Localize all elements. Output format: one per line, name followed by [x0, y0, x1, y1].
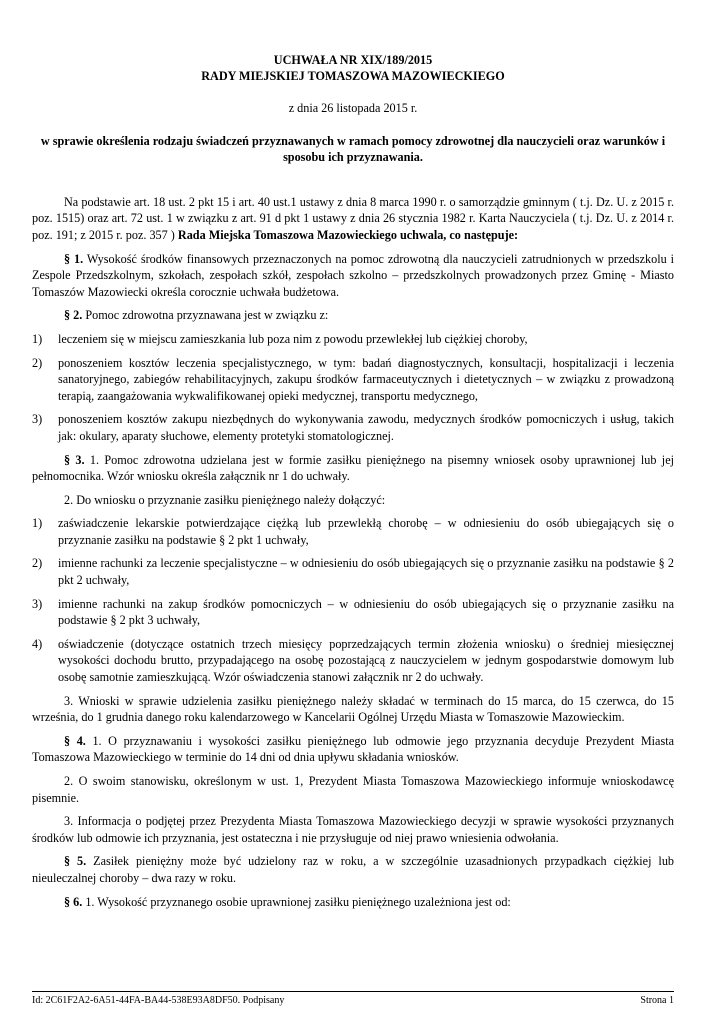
- list-text: imienne rachunki na zakup środków pomocniczych – w odniesieniu do osób ubiegających się o przyznanie zasiłku na podstawie § 2 pkt 3 uchwały,: [58, 596, 674, 628]
- section-text: 1. O przyznawaniu i wysokości zasiłku pieniężnego lub odmowie jego przyznania decyduje Prezydent Miasta Tomaszowa Mazowieckiego w terminie do 14 dni od dnia upływu składania wniosków.: [32, 733, 675, 765]
- title-line-1: UCHWAŁA NR XIX/189/2015: [273, 53, 433, 67]
- document-page: [32, 52, 674, 910]
- section-2: [32, 307, 674, 324]
- section-text: Wysokość środków finansowych przeznaczonych na pomoc zdrowotną dla nauczycieli zatrudnionych w przedszkolu i Zespole Przedszkolnym, szkołach, zespołach szkół, zespołach szkolno – przedszkolnych prowadzonych przez Gminę - Miasto Tomaszów Mazowiecki określa corocznie uchwała budżetowa.: [32, 251, 675, 299]
- section-4: [32, 733, 674, 766]
- list-number: 4): [32, 636, 43, 651]
- section-text: 1. Wysokość przyznanego osobie uprawnionej zasiłku pieniężnego uzależniona jest od:: [82, 894, 511, 909]
- preamble-bold: Rada Miejska Tomaszowa Mazowieckiego uchwala, co następuje:: [177, 227, 519, 242]
- list-text: imienne rachunki za leczenie specjalistyczne – w odniesieniu do osób ubiegających się o przyznanie zasiłku na podstawie § 2 pkt 2 uchwały,: [58, 556, 674, 588]
- section-text: Zasiłek pieniężny może być udzielony raz w roku, a w szczególnie uzasadnionych przypadkach ciężkiej lub nieuleczalnej choroby – dwa razy w roku.: [32, 854, 675, 885]
- resolution-subject: w sprawie określenia rodzaju świadczeń przyznawanych w ramach pomocy zdrowotnej dla nauczycieli oraz warunków i sposobu ich przyznawania.: [40, 133, 666, 165]
- list-item: [32, 555, 674, 588]
- list-number: 3): [32, 412, 43, 427]
- section-mark: § 5.: [64, 854, 87, 869]
- section-mark: § 1.: [64, 251, 84, 266]
- list-number: 1): [32, 516, 43, 531]
- list-item: [32, 355, 674, 405]
- list-item: [32, 596, 674, 629]
- section-4-para-3: 3. Informacja o podjętej przez Prezydenta Miasta Tomaszowa Mazowieckiego decyzji w sprawie wysokości przyznanych środków lub odmowie ich przyznania, jest ostateczna i nie przysługuje od niej prawo wniesienia odwołania.: [32, 814, 674, 845]
- section-3-para-2: 2. Do wniosku o przyznanie zasiłku pieniężnego należy dołączyć:: [64, 492, 386, 507]
- list-number: 3): [32, 596, 43, 611]
- page-number: Strona 1: [640, 995, 674, 1006]
- section-mark: § 6.: [64, 894, 83, 909]
- list-item: [32, 411, 674, 444]
- resolution-title: [32, 52, 674, 84]
- section-mark: § 2.: [64, 308, 83, 323]
- list-text: ponoszeniem kosztów leczenia specjalistycznego, w tym: badań diagnostycznych, konsultacji, hospitalizacji i leczenia sanatoryjnego, zabiegów rehabilitacyjnych, zakupu środków farmaceutycznych i dietetycznych – w związku z prowadzoną terapią, zaangażowania wykwalifikowanej opieki medycznej, transportu medycznego,: [58, 355, 674, 403]
- list-number: 2): [32, 556, 43, 571]
- section-1: [32, 251, 674, 301]
- resolution-date: z dnia 26 listopada 2015 r.: [288, 101, 418, 115]
- preamble-text: Na podstawie art. 18 ust. 2 pkt 15 i art. 40 ust.1 ustawy z dnia 8 marca 1990 r. o samorządzie gminnym ( t.j. Dz. U. z 2015 r. poz. 1515) oraz art. 72 ust. 1 w związku z art. 91 d pkt 1 ustawy z dnia 26 stycznia 1982 r. Karta Nauczyciela ( t.j. Dz. U. z 2014 r. poz. 191; z 2015 r. poz. 357 ): [32, 194, 674, 242]
- list-text: zaświadczenie lekarskie potwierdzające ciężką lub przewlekłą chorobę – w odniesieniu do osób ubiegających się o przyznanie zasiłku na podstawie § 2 pkt 1 uchwały,: [58, 516, 674, 547]
- section-mark: § 4.: [64, 733, 86, 748]
- section-3: [32, 452, 674, 485]
- list-number: 1): [32, 331, 43, 346]
- list-text: leczeniem się w miejscu zamieszkania lub poza nim z powodu przewlekłej lub ciężkiej choroby,: [58, 331, 528, 346]
- list-text: ponoszeniem kosztów zakupu niezbędnych do wykonywania zawodu, medycznych środków pomocniczych i usług, takich jak: okulary, aparaty słuchowe, elementy protetyki stomatologicznej.: [58, 412, 674, 443]
- section-4-para-2: 2. O swoim stanowisku, określonym w ust. 1, Prezydent Miasta Tomaszowa Mazowieckiego informuje wnioskodawcę pisemnie.: [32, 774, 674, 805]
- section-3-para-3: 3. Wnioski w sprawie udzielenia zasiłku pieniężnego należy składać w terminach do 15 marca, do 15 czerwca, do 15 września, do 1 grudnia danego roku kalendarzowego w Kancelarii Ogólnej Urzędu Miasta w Tomaszowie Mazowieckim.: [32, 693, 674, 725]
- section-text: Pomoc zdrowotna przyznawana jest w związku z:: [82, 308, 329, 323]
- section-6: [32, 894, 674, 911]
- list-item: [32, 636, 674, 686]
- page-footer: [32, 991, 674, 1008]
- list-number: 2): [32, 355, 43, 370]
- title-line-2: RADY MIEJSKIEJ TOMASZOWA MAZOWIECKIEGO: [201, 69, 505, 83]
- list-item: [32, 515, 674, 548]
- preamble: [32, 194, 674, 244]
- section-text: 1. Pomoc zdrowotna udzielana jest w formie zasiłku pieniężnego na pisemny wniosek osoby uprawnionej lub jej pełnomocnika. Wzór wniosku określa załącznik nr 1 do uchwały.: [32, 452, 674, 484]
- list-item: [32, 331, 674, 348]
- section-mark: § 3.: [64, 452, 85, 467]
- document-id: Id: 2C61F2A2-6A51-44FA-BA44-538E93A8DF50. Podpisany: [32, 995, 285, 1006]
- list-text: oświadczenie (dotyczące ostatnich trzech miesięcy poprzedzających termin złożenia wniosku) o średniej miesięcznej wysokości dochodu brutto, przypadającego na osobę pozostającą z nauczycielem w jednym gospodarstwie domowym lub osobę samotnie zamieszkującą. Wzór oświadczenia stanowi załącznik nr 2 do uchwały.: [58, 636, 674, 685]
- section-5: [32, 853, 674, 886]
